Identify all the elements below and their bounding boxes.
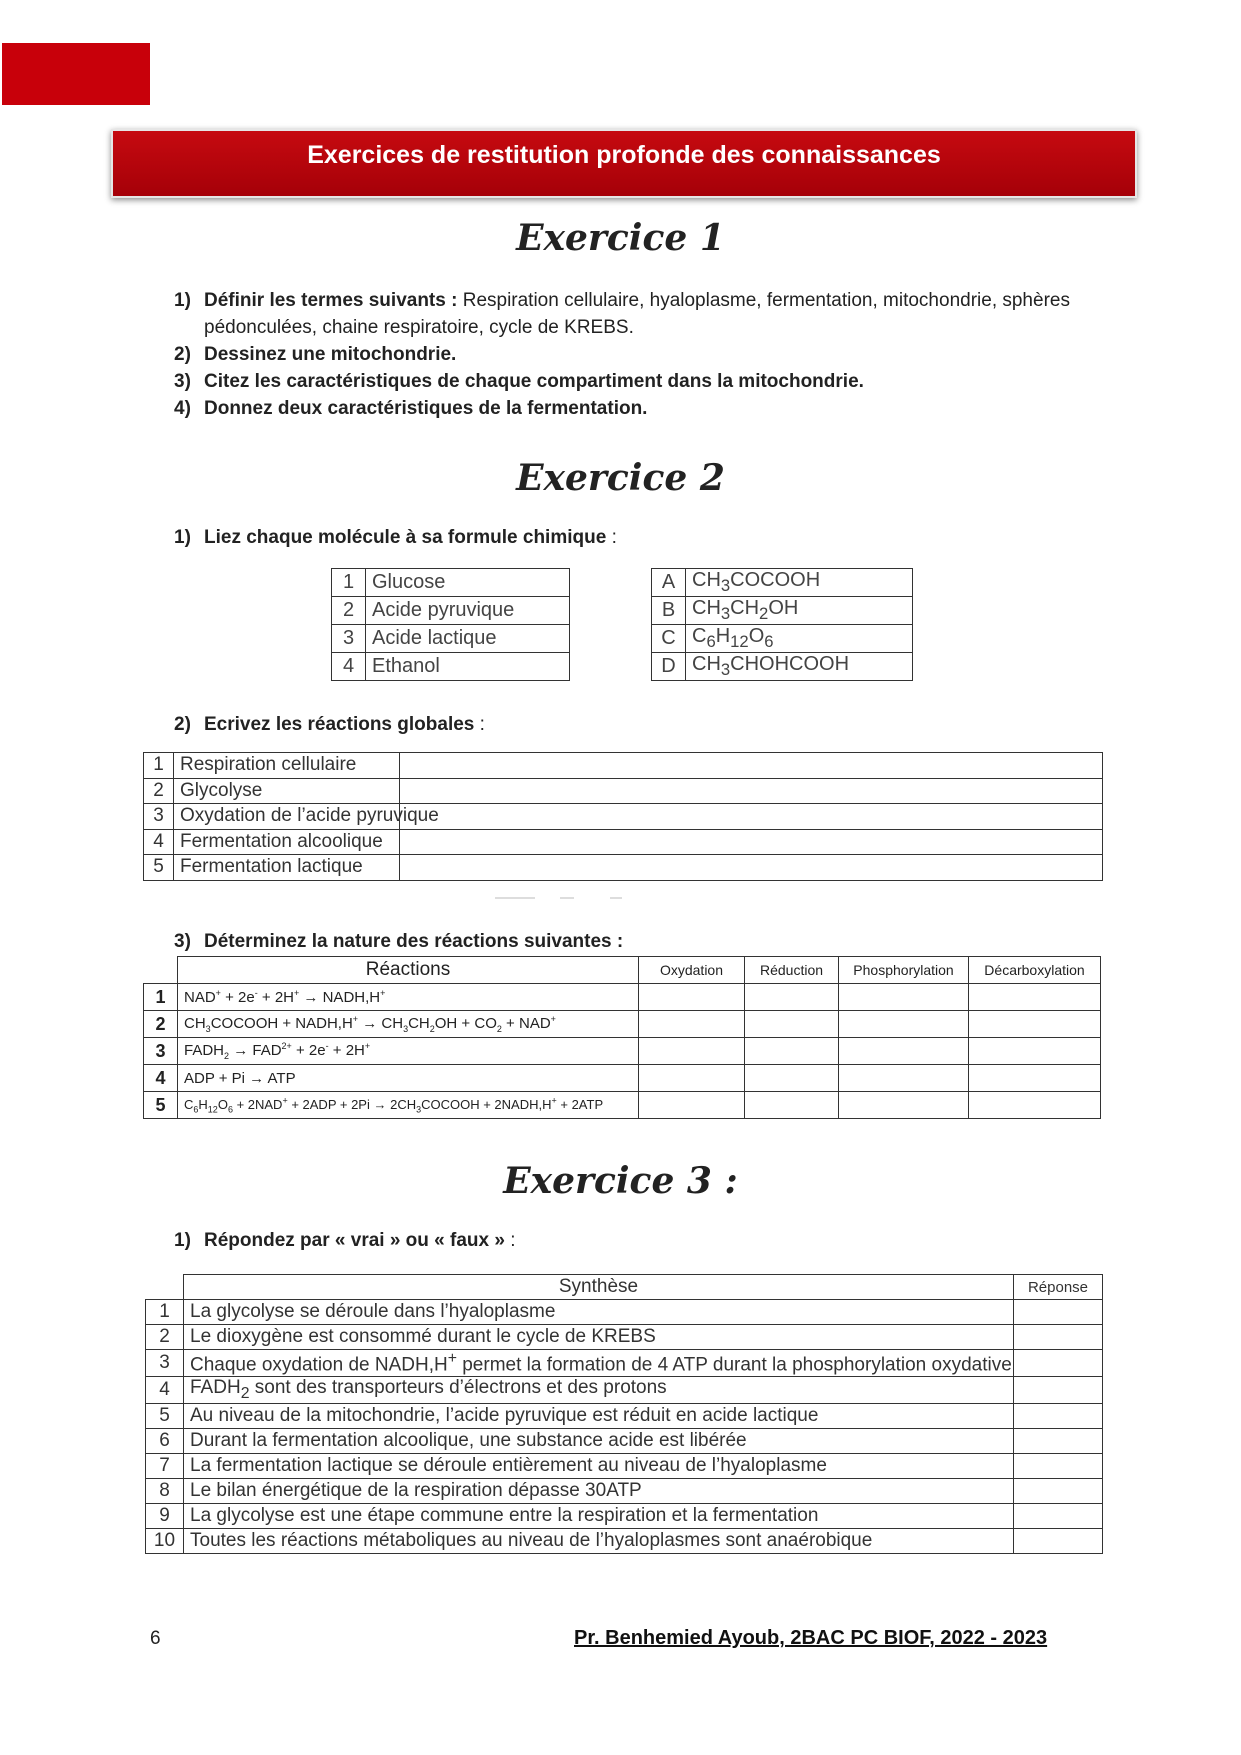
answer-cell (1014, 1350, 1103, 1377)
check-cell (639, 1011, 745, 1038)
answer-cell (400, 855, 1103, 881)
check-cell (745, 1092, 839, 1119)
answer-cell (400, 804, 1103, 830)
answer-cell (1014, 1454, 1103, 1479)
question-label: Liez chaque molécule à sa formule chimique (204, 527, 607, 548)
tf-row (146, 1404, 1103, 1429)
answer-cell (1014, 1529, 1103, 1554)
answer-cell (1014, 1479, 1103, 1504)
reaction-equation: $CH_3COCOOH$ + NADH,H+ → $CH_3CH_2OH + CO_2 + NAD^+$ (178, 1011, 639, 1038)
true-false-table (145, 1274, 1103, 1554)
question-number: 1) (174, 290, 191, 311)
column-header: Réduction (745, 957, 839, 984)
statement-text: Le bilan énergétique de la respiration dépasse 30ATP (184, 1479, 1014, 1504)
ex2-question-2 (174, 711, 1074, 738)
blank-corner (144, 957, 178, 984)
exercise-1-title: Exercice 1 (516, 217, 725, 259)
question-number: 2) (174, 714, 191, 735)
check-cell (745, 984, 839, 1011)
corner-decoration (2, 43, 150, 105)
statement-number: 9 (146, 1504, 184, 1529)
answer-cell (400, 829, 1103, 855)
formula-row (652, 597, 913, 625)
question-number: 1) (174, 527, 191, 548)
question-text: Respiration cellulaire, hyaloplasme, fermentation, mitochondrie, sphères pédonculées, chaine respiratoire, cycle de KREBS. (204, 290, 1070, 338)
statement-number: 4 (146, 1377, 184, 1404)
reaction-equation: $C_6H_{12}O_6 + 2NAD^+ + 2ADP + 2Pi$ → $2CH_3COCOOH$ + 2NADH,H+ + 2ATP (178, 1092, 639, 1119)
statement-number: 5 (146, 1404, 184, 1429)
faint-mark (495, 897, 535, 899)
molecule-row (332, 625, 570, 653)
formula-letter: B (652, 597, 686, 625)
question-number: 2) (174, 344, 191, 365)
banner-title: Exercices de restitution profonde des connaissances (307, 141, 941, 169)
formula-row (652, 625, 913, 653)
page-number: 6 (150, 1628, 161, 1649)
molecule-number: 4 (332, 653, 366, 681)
statement-text: Chaque oxydation de NADH,H+ permet la formation de 4 ATP durant la phosphorylation oxydative (184, 1350, 1014, 1377)
formula-text: $CH_3CHOHCOOH$ (686, 653, 913, 681)
reaction-number: 3 (144, 1038, 178, 1065)
formula-row (652, 569, 913, 597)
blank-corner (146, 1275, 184, 1300)
question-label: Définir les termes suivants : (204, 290, 458, 311)
statement-number: 6 (146, 1429, 184, 1454)
nature-row (144, 1011, 1101, 1038)
footer-author: Pr. Benhemied Ayoub, 2BAC PC BIOF, 2022 - 2023 (574, 1627, 1048, 1649)
exercise-2-title: Exercice 2 (516, 457, 725, 499)
reaction-name: Fermentation alcoolique (174, 829, 400, 855)
column-header: Réponse (1014, 1275, 1103, 1300)
molecule-name: Ethanol (366, 653, 570, 681)
check-cell (639, 984, 745, 1011)
answer-cell (1014, 1429, 1103, 1454)
global-reactions-table (143, 752, 1103, 881)
check-cell (745, 1065, 839, 1092)
check-cell (639, 1038, 745, 1065)
tf-row (146, 1350, 1103, 1377)
question-text: Déterminez la nature des réactions suivantes : (204, 931, 624, 952)
answer-cell (400, 753, 1103, 779)
check-cell (745, 1038, 839, 1065)
statement-number: 3 (146, 1350, 184, 1377)
check-cell (745, 1011, 839, 1038)
global-reaction-row (144, 829, 1103, 855)
answer-cell (1014, 1504, 1103, 1529)
column-header: Décarboxylation (969, 957, 1101, 984)
tf-header-row (146, 1275, 1103, 1300)
nature-row (144, 1038, 1101, 1065)
statement-number: 2 (146, 1325, 184, 1350)
check-cell (839, 1065, 969, 1092)
tf-row (146, 1454, 1103, 1479)
reaction-number: 5 (144, 1092, 178, 1119)
reaction-number: 3 (144, 804, 174, 830)
statement-text: La glycolyse est une étape commune entre la respiration et la fermentation (184, 1504, 1014, 1529)
global-reaction-row (144, 804, 1103, 830)
column-header: Synthèse (184, 1275, 1014, 1300)
reaction-name: Respiration cellulaire (174, 753, 400, 779)
molecule-row (332, 597, 570, 625)
check-cell (839, 984, 969, 1011)
statement-text: Au niveau de la mitochondrie, l’acide pyruvique est réduit en acide lactique (184, 1404, 1014, 1429)
answer-cell (1014, 1404, 1103, 1429)
tf-row (146, 1529, 1103, 1554)
reaction-number: 1 (144, 984, 178, 1011)
statement-number: 10 (146, 1529, 184, 1554)
column-header: Oxydation (639, 957, 745, 984)
check-cell (639, 1065, 745, 1092)
nature-header-row (144, 957, 1101, 984)
section-banner (111, 129, 1137, 198)
global-reaction-row (144, 753, 1103, 779)
question-number: 4) (174, 398, 191, 419)
statement-text: Le dioxygène est consommé durant le cycle de KREBS (184, 1325, 1014, 1350)
exercise-3-title: Exercice 3 : (503, 1160, 738, 1202)
reaction-equation: $FADH_2 \to FAD^{2+} + 2e^- + 2H^+$ (178, 1038, 639, 1065)
reaction-number: 4 (144, 1065, 178, 1092)
formula-letter: A (652, 569, 686, 597)
question-number: 3) (174, 371, 191, 392)
reaction-number: 5 (144, 855, 174, 881)
check-cell (969, 1092, 1101, 1119)
reaction-name: Fermentation lactique (174, 855, 400, 881)
statement-text: Durant la fermentation alcoolique, une substance acide est libérée (184, 1429, 1014, 1454)
faint-mark (610, 897, 622, 899)
molecule-number: 1 (332, 569, 366, 597)
tf-row (146, 1479, 1103, 1504)
global-reaction-row (144, 778, 1103, 804)
molecule-name: Acide lactique (366, 625, 570, 653)
answer-cell (1014, 1300, 1103, 1325)
formula-letter: D (652, 653, 686, 681)
answer-cell (1014, 1377, 1103, 1404)
reaction-number: 1 (144, 753, 174, 779)
reaction-name: Oxydation de l’acide pyruvique (174, 804, 400, 830)
statement-number: 7 (146, 1454, 184, 1479)
molecule-row (332, 653, 570, 681)
reaction-name: Glycolyse (174, 778, 400, 804)
statement-text: La fermentation lactique se déroule entièrement au niveau de l’hyaloplasme (184, 1454, 1014, 1479)
tf-row (146, 1504, 1103, 1529)
check-cell (969, 984, 1101, 1011)
tf-row (146, 1300, 1103, 1325)
question-label: Ecrivez les réactions globales (204, 714, 475, 735)
check-cell (639, 1092, 745, 1119)
statement-text: La glycolyse se déroule dans l’hyaloplasme (184, 1300, 1014, 1325)
tf-row (146, 1325, 1103, 1350)
reaction-equation: NAD+ + 2e- + 2H+ → NADH,H+ (178, 984, 639, 1011)
formula-table (651, 568, 913, 681)
check-cell (839, 1011, 969, 1038)
molecule-number: 2 (332, 597, 366, 625)
check-cell (969, 1065, 1101, 1092)
question-text: Dessinez une mitochondrie. (204, 344, 457, 365)
global-reaction-row (144, 855, 1103, 881)
formula-text: $CH_3CH_2OH$ (686, 597, 913, 625)
check-cell (839, 1092, 969, 1119)
molecule-row (332, 569, 570, 597)
question-number: 1) (174, 1230, 191, 1251)
nature-row (144, 1065, 1101, 1092)
formula-letter: C (652, 625, 686, 653)
molecule-table (331, 568, 570, 681)
check-cell (969, 1011, 1101, 1038)
question-colon: : (504, 1230, 516, 1251)
molecule-name: Glucose (366, 569, 570, 597)
tf-row (146, 1377, 1103, 1404)
faint-mark (560, 897, 574, 899)
ex3-question-1 (174, 1227, 1074, 1254)
statement-number: 8 (146, 1479, 184, 1504)
formula-text: $C_6H_{12}O_6$ (686, 625, 913, 653)
answer-cell (1014, 1325, 1103, 1350)
check-cell (839, 1038, 969, 1065)
statement-text: $FADH_2$ sont des transporteurs d’électrons et des protons (184, 1377, 1014, 1404)
statement-text: Toutes les réactions métaboliques au niveau de l’hyaloplasmes sont anaérobique (184, 1529, 1014, 1554)
reaction-number: 2 (144, 1011, 178, 1038)
formula-text: $CH_3COCOOH$ (686, 569, 913, 597)
question-text: Donnez deux caractéristiques de la fermentation. (204, 398, 648, 419)
reaction-number: 2 (144, 778, 174, 804)
question-label: Répondez par « vrai » ou « faux » (204, 1230, 505, 1251)
statement-number: 1 (146, 1300, 184, 1325)
tf-row (146, 1429, 1103, 1454)
molecule-name: Acide pyruvique (366, 597, 570, 625)
ex2-question-1 (174, 524, 1074, 551)
formula-row (652, 653, 913, 681)
question-colon: : (606, 527, 617, 548)
check-cell (969, 1038, 1101, 1065)
answer-cell (400, 778, 1103, 804)
reaction-nature-table (143, 956, 1101, 1119)
column-header: Réactions (178, 957, 639, 984)
reaction-number: 4 (144, 829, 174, 855)
question-text: Citez les caractéristiques de chaque compartiment dans la mitochondrie. (204, 371, 864, 392)
nature-row (144, 984, 1101, 1011)
question-colon: : (474, 714, 485, 735)
column-header: Phosphorylation (839, 957, 969, 984)
ex2-question-3 (174, 928, 1074, 955)
reaction-equation: ADP + Pi → ATP (178, 1065, 639, 1092)
question-number: 3) (174, 931, 191, 952)
nature-row (144, 1092, 1101, 1119)
molecule-number: 3 (332, 625, 366, 653)
